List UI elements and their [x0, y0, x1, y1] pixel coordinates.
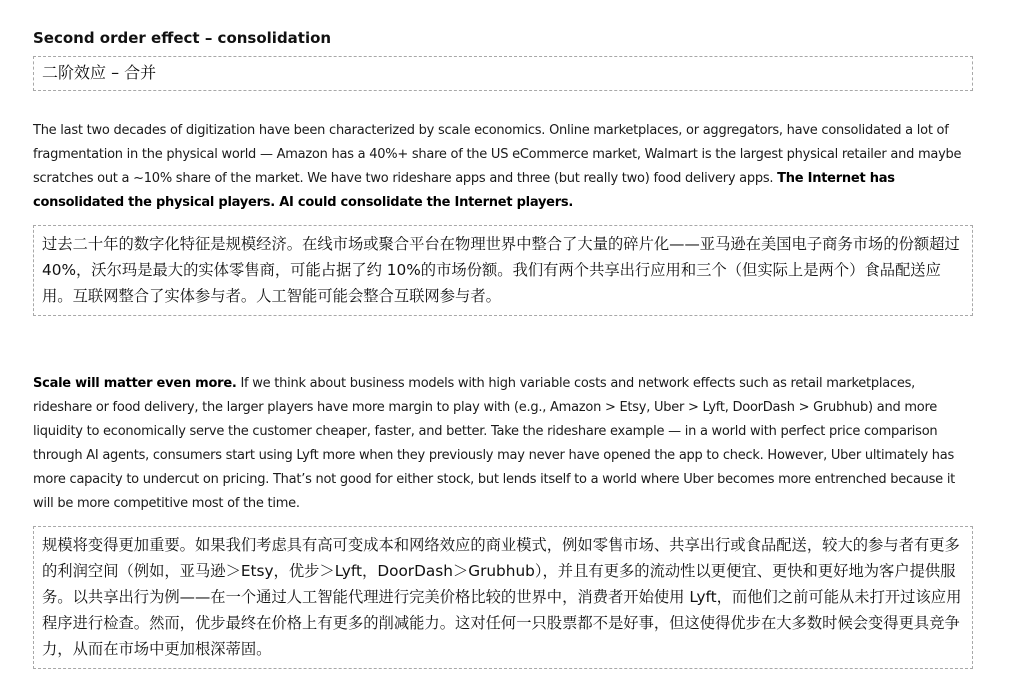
section-heading: Second order effect – consolidation	[33, 29, 332, 47]
translation-paragraph-box-2	[33, 526, 973, 669]
section1-paragraph-text: The last two decades of digitization have been characterized by scale economics. Online marketplaces, or aggregators, have consolidated a lot of fragmentation in the physical world — Amazon has a 40%+ share of the US eCommerce market, Walmart is the largest physical retailer and maybe scratches out a ~10% share of the market. We have two rideshare apps and three (but really two) food delivery apps.	[33, 123, 962, 186]
translated-heading: 二阶效应 – 合并	[42, 63, 157, 82]
article-body	[33, 24, 973, 669]
section1-paragraph-bold: The Internet has consolidated the physical players. AI could consolidate the Internet players.	[33, 171, 895, 210]
translation-paragraph-box-1	[33, 225, 973, 316]
section2-lead: Scale will matter even more.	[33, 376, 237, 391]
translated-paragraph-2: 规模将变得更加重要。如果我们考虑具有高可变成本和网络效应的商业模式，例如零售市场、共享出行或食品配送，较大的参与者有更多的利润空间（例如，亚马逊＞Etsy，优步＞Lyft，DoorDash＞Grubhub），并且有更多的流动性以更便宜、更快和更好地为客户提供服务。以共享出行为例——在一个通过人工智能代理进行完美价格比较的世界中，消费者开始使用 Lyft，而他们之前可能从未打开过该应用程序进行检查。然而，优步最终在价格上有更多的削减能力。这对任何一只股票都不是好事，但这使得优步在大多数时候会变得更具竞争力，从而在市场中更加根深蒂固。	[42, 536, 962, 658]
section2-paragraph-text: If we think about business models with high variable costs and network effects such as retail marketplaces, rideshare or food delivery, the larger players have more margin to play with (e.g., Amazon > Etsy, Uber > Lyft, DoorDash > Grubhub) and more liquidity to economically serve the customer cheaper, faster, and better. Take the rideshare example — in a world with perfect price comparison through AI agents, consumers start using Lyft more when they previously may never have opened the app to check. However, Uber ultimately has more capacity to undercut on pricing. That’s not good for either stock, but lends itself to a world where Uber becomes more entrenched because it will be more competitive most of the time.	[33, 376, 956, 511]
section1-paragraph	[33, 119, 973, 215]
translated-paragraph-1: 过去二十年的数字化特征是规模经济。在线市场或聚合平台在物理世界中整合了大量的碎片化——亚马逊在美国电子商务市场的份额超过 40%，沃尔玛是最大的实体零售商，可能占据了约 10%的市场份额。我们有两个共享出行应用和三个（但实际上是两个）食品配送应用。互联网整合了实体参与者。人工智能可能会整合互联网参与者。	[42, 235, 960, 305]
section2-paragraph	[33, 372, 973, 516]
translation-heading-box	[33, 56, 973, 91]
